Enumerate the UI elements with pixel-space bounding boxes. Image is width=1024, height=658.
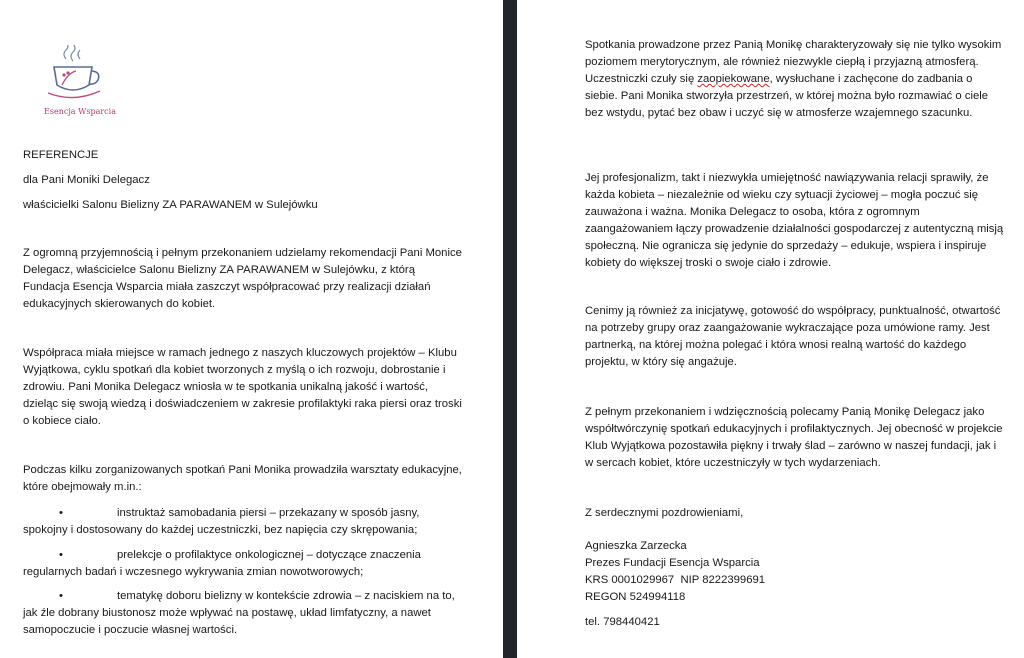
list-item-text-cont: jak źle dobrany biustonosz może wpływać na postawę, układ limfatyczny, a nawet samopoczucie i poczucie własnej wartości.: [23, 607, 431, 636]
paragraph-workshops: Podczas kilku zorganizowanych spotkań Pani Monika prowadziła warsztaty edukacyjne, które obejmowały m.in.:: [23, 464, 462, 493]
signature-phone: tel. 798440421: [585, 616, 660, 628]
recipient-role-line: właścicielki Salonu Bielizny ZA PARAWANEM w Sulejówku: [23, 199, 318, 211]
list-item: [23, 547, 463, 581]
teacup-icon: [40, 45, 120, 107]
paragraph-cooperation: Współpraca miała miejsce w ramach jednego z naszych kluczowych projektów – Klubu Wyjątkowa, cyklu spotkań dla kobiet tworzonych z myślą o ich rozwoju, dobrostanie i zdrowiu. Pani Monika Delegacz wniosła w te spotkania unikalną jakość i wartość, dzieląc się swoją wiedzą i doświadczeniem w zakresie profilaktyki raka piersi oraz troski o kobiece ciało.: [23, 347, 462, 427]
paragraph-atmosphere-end: , wysłuchane i zachęcone do zadbania o siebie. Pani Monika stworzyła przestrzeń, w której można było rozmawiać o ciele bez wstydu, pytać bez obaw i uczyć się w atmosferze wzajemnego szacunku.: [585, 73, 989, 119]
list-item: [23, 505, 463, 539]
bullet-dot: •: [59, 590, 63, 602]
spellcheck-word: zaopiekowane: [697, 73, 770, 85]
list-item-text: instruktaż samobadania piersi – przekazany w sposób jasny,: [117, 507, 420, 519]
list-item-text: tematykę doboru bielizny w kontekście zdrowia – z naciskiem na to,: [117, 590, 455, 602]
paragraph-recommendation: Z pełnym przekonaniem i wdzięcznością polecamy Panią Monikę Delegacz jako współtwórczynię spotkań edukacyjnych i profilaktycznych. Jej obecność w projekcie Klub Wyjątkowa pozostawiła piękny i trwały ślad – zarówno w naszej fundacji, jak i w sercach kobiet, które uczestniczyły w tych wydarzeniach.: [585, 406, 1003, 469]
paragraph-atmosphere: [585, 37, 1005, 122]
recipient-line: dla Pani Moniki Delegacz: [23, 174, 150, 186]
paragraph-initiative: Cenimy ją również za inicjatywę, gotowość do współpracy, punktualność, otwartość na potrzeby grupy oraz zaangażowanie wykraczające poza umówione ramy. Jest partnerką, na której można polegać i która wnosi realną wartość do każdego projektu, w który się angażuje.: [585, 305, 1001, 368]
signature-ids: KRS 0001029967 NIP 8222399691: [585, 574, 766, 586]
closing-line: Z serdecznymi pozdrowieniami,: [585, 507, 744, 519]
list-item-text: prelekcje o profilaktyce onkologicznej – dotyczące znaczenia: [117, 549, 421, 561]
list-item-text-cont: spokojny i dostosowany do każdej uczestniczki, bez napięcia czy skrępowania;: [23, 524, 418, 536]
page-1: [0, 0, 503, 658]
signature-regon: REGON 524994118: [585, 591, 686, 603]
list-item-text-cont: regularnych badań i wczesnego wykrywania zmian nowotworowych;: [23, 566, 364, 578]
page-2: [517, 0, 1024, 658]
signature-title: Prezes Fundacji Esencja Wsparcia: [585, 557, 760, 569]
list-item: [23, 588, 463, 639]
reference-heading: REFERENCJE: [23, 149, 99, 161]
page-divider: [503, 0, 517, 658]
bullet-dot: •: [59, 507, 63, 519]
signature-name: Agnieszka Zarzecka: [585, 540, 687, 552]
signature-block: [585, 538, 1005, 606]
logo-text: Esencja Wsparcia: [44, 107, 116, 116]
bullet-dot: •: [59, 549, 63, 561]
foundation-logo: [40, 45, 120, 123]
paragraph-intro: Z ogromną przyjemnością i pełnym przekonaniem udzielamy rekomendacji Pani Monice Delegacz, właścicielce Salonu Bielizny ZA PARAWANEM w Sulejówku, z którą Fundacja Esencja Wsparcia miała zaszczyt współpracować przy realizacji działań edukacyjnych skierowanych do kobiet.: [23, 247, 462, 310]
paragraph-professionalism: Jej profesjonalizm, takt i niezwykła umiejętność nawiązywania relacji sprawiły, że każda kobieta – niezależnie od wieku czy sytuacji życiowej – mogła poczuć się zauważona i ważna. Monika Delegacz to osoba, która z ogromnym zaangażowaniem łączy prowadzenie działalności gospodarczej z autentyczną misją społeczną. Nie ogranicza się jedynie do sprzedaży – edukuje, wspiera i inspiruje kobiety do większej troski o swoje ciało i zdrowie.: [585, 172, 1004, 269]
paragraph-atmosphere-start: Spotkania prowadzone przez Panią Monikę charakteryzowały się nie tylko wysokim poziomem merytorycznym, ale również niezwykle ciepłą i przyjazną atmosferą. Uczestniczki czuły się: [585, 39, 1002, 85]
